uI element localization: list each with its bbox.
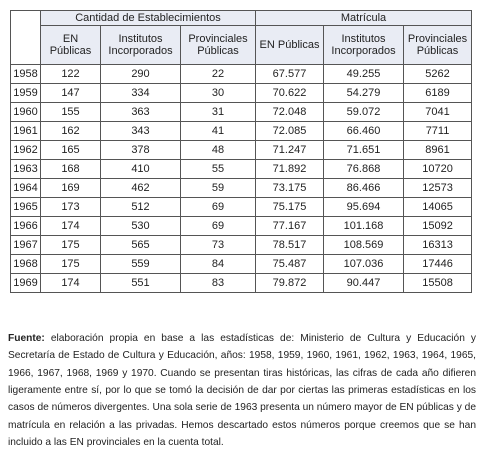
table-cell: 174 — [41, 217, 101, 236]
table-cell: 22 — [181, 65, 256, 84]
table-cell: 55 — [181, 160, 256, 179]
col-header: Institutos Incorporados — [101, 26, 181, 65]
table-cell: 7711 — [404, 122, 472, 141]
table-cell: 71.651 — [324, 141, 404, 160]
table-cell: 165 — [41, 141, 101, 160]
table-cell: 69 — [181, 217, 256, 236]
table-cell: 73 — [181, 236, 256, 255]
table-row — [11, 84, 472, 103]
table-cell: 79.872 — [256, 274, 324, 293]
year-header-blank — [11, 11, 41, 65]
table-cell: 12573 — [404, 179, 472, 198]
table-row — [11, 217, 472, 236]
year-cell: 1965 — [11, 198, 41, 217]
table-cell: 84 — [181, 255, 256, 274]
table-row — [11, 198, 472, 217]
col-header: Provinciales Públicas — [404, 26, 472, 65]
table-cell: 59.072 — [324, 103, 404, 122]
col-header: EN Públicas — [41, 26, 101, 65]
table-row — [11, 141, 472, 160]
table-cell: 49.255 — [324, 65, 404, 84]
col-header: EN Públicas — [256, 26, 324, 65]
table-cell: 83 — [181, 274, 256, 293]
table-cell: 107.036 — [324, 255, 404, 274]
year-cell: 1969 — [11, 274, 41, 293]
table-cell: 290 — [101, 65, 181, 84]
table-cell: 559 — [101, 255, 181, 274]
table-cell: 334 — [101, 84, 181, 103]
table-cell: 69 — [181, 198, 256, 217]
table-cell: 530 — [101, 217, 181, 236]
table-cell: 155 — [41, 103, 101, 122]
col-header: Institutos Incorporados — [324, 26, 404, 65]
year-cell: 1966 — [11, 217, 41, 236]
table-cell: 462 — [101, 179, 181, 198]
table-cell: 174 — [41, 274, 101, 293]
table-cell: 67.577 — [256, 65, 324, 84]
table-cell: 75.175 — [256, 198, 324, 217]
table-cell: 122 — [41, 65, 101, 84]
source-footnote — [8, 330, 476, 451]
table-cell: 31 — [181, 103, 256, 122]
col-header: Provinciales Públicas — [181, 26, 256, 65]
table-cell: 175 — [41, 255, 101, 274]
table-cell: 86.466 — [324, 179, 404, 198]
table-cell: 72.048 — [256, 103, 324, 122]
table-cell: 17446 — [404, 255, 472, 274]
table-cell: 162 — [41, 122, 101, 141]
table-cell: 173 — [41, 198, 101, 217]
table-cell: 77.167 — [256, 217, 324, 236]
table-cell: 73.175 — [256, 179, 324, 198]
table-cell: 78.517 — [256, 236, 324, 255]
table-cell: 101.168 — [324, 217, 404, 236]
footnote-label: Fuente: — [8, 333, 45, 345]
year-cell: 1962 — [11, 141, 41, 160]
table-cell: 66.460 — [324, 122, 404, 141]
year-cell: 1968 — [11, 255, 41, 274]
year-cell: 1958 — [11, 65, 41, 84]
table-cell: 168 — [41, 160, 101, 179]
year-cell: 1967 — [11, 236, 41, 255]
year-cell: 1960 — [11, 103, 41, 122]
table-cell: 108.569 — [324, 236, 404, 255]
year-cell: 1964 — [11, 179, 41, 198]
table-cell: 15092 — [404, 217, 472, 236]
table-row — [11, 65, 472, 84]
year-cell: 1959 — [11, 84, 41, 103]
table-cell: 343 — [101, 122, 181, 141]
table-row — [11, 160, 472, 179]
group-header-establishments: Cantidad de Establecimientos — [41, 11, 256, 26]
table-cell: 175 — [41, 236, 101, 255]
table-row — [11, 255, 472, 274]
table-cell: 6189 — [404, 84, 472, 103]
table-row — [11, 236, 472, 255]
table-cell: 378 — [101, 141, 181, 160]
table-cell: 76.868 — [324, 160, 404, 179]
table-cell: 71.892 — [256, 160, 324, 179]
year-cell: 1963 — [11, 160, 41, 179]
table-cell: 70.622 — [256, 84, 324, 103]
table-cell: 48 — [181, 141, 256, 160]
table-cell: 512 — [101, 198, 181, 217]
table-row — [11, 179, 472, 198]
table-body — [11, 65, 472, 293]
table-cell: 75.487 — [256, 255, 324, 274]
table-cell: 410 — [101, 160, 181, 179]
table-row — [11, 122, 472, 141]
table-cell: 90.447 — [324, 274, 404, 293]
table-row — [11, 274, 472, 293]
table-cell: 41 — [181, 122, 256, 141]
table-cell: 169 — [41, 179, 101, 198]
footnote-text: elaboración propia en base a las estadísticas de: Ministerio de Cultura y Educación y Secretaría de Estado de Cultura y Educación, años: 1958, 1959, 1960, 1961, 1962, 1963, 1964, 1965, 1966, 1967, 1968, 1969 y 1970. Cuando se presentan tiras históricas, las cifras de cada año difieren ligeramente entre sí, por lo que se tomó la decisión de dar por ciertas las primeras estadísticas en los casos de números divergentes. Una sola serie de 1963 presenta un número mayor de EN públicas y de matrícula en relación a las privadas. Hemos descartado estos números porque creemos que se han incluido a las EN provinciales en la cuenta total. — [8, 333, 476, 448]
table-cell: 7041 — [404, 103, 472, 122]
establishments-table — [10, 10, 472, 293]
table-cell: 72.085 — [256, 122, 324, 141]
table-cell: 16313 — [404, 236, 472, 255]
table-cell: 5262 — [404, 65, 472, 84]
table-cell: 8961 — [404, 141, 472, 160]
table-cell: 551 — [101, 274, 181, 293]
table-cell: 59 — [181, 179, 256, 198]
table-cell: 30 — [181, 84, 256, 103]
table-cell: 54.279 — [324, 84, 404, 103]
table-cell: 10720 — [404, 160, 472, 179]
group-header-enrollment: Matrícula — [256, 11, 472, 26]
table-row — [11, 103, 472, 122]
table-cell: 95.694 — [324, 198, 404, 217]
year-cell: 1961 — [11, 122, 41, 141]
table-cell: 14065 — [404, 198, 472, 217]
table-cell: 15508 — [404, 274, 472, 293]
table-cell: 565 — [101, 236, 181, 255]
table-cell: 147 — [41, 84, 101, 103]
table-cell: 71.247 — [256, 141, 324, 160]
table-cell: 363 — [101, 103, 181, 122]
